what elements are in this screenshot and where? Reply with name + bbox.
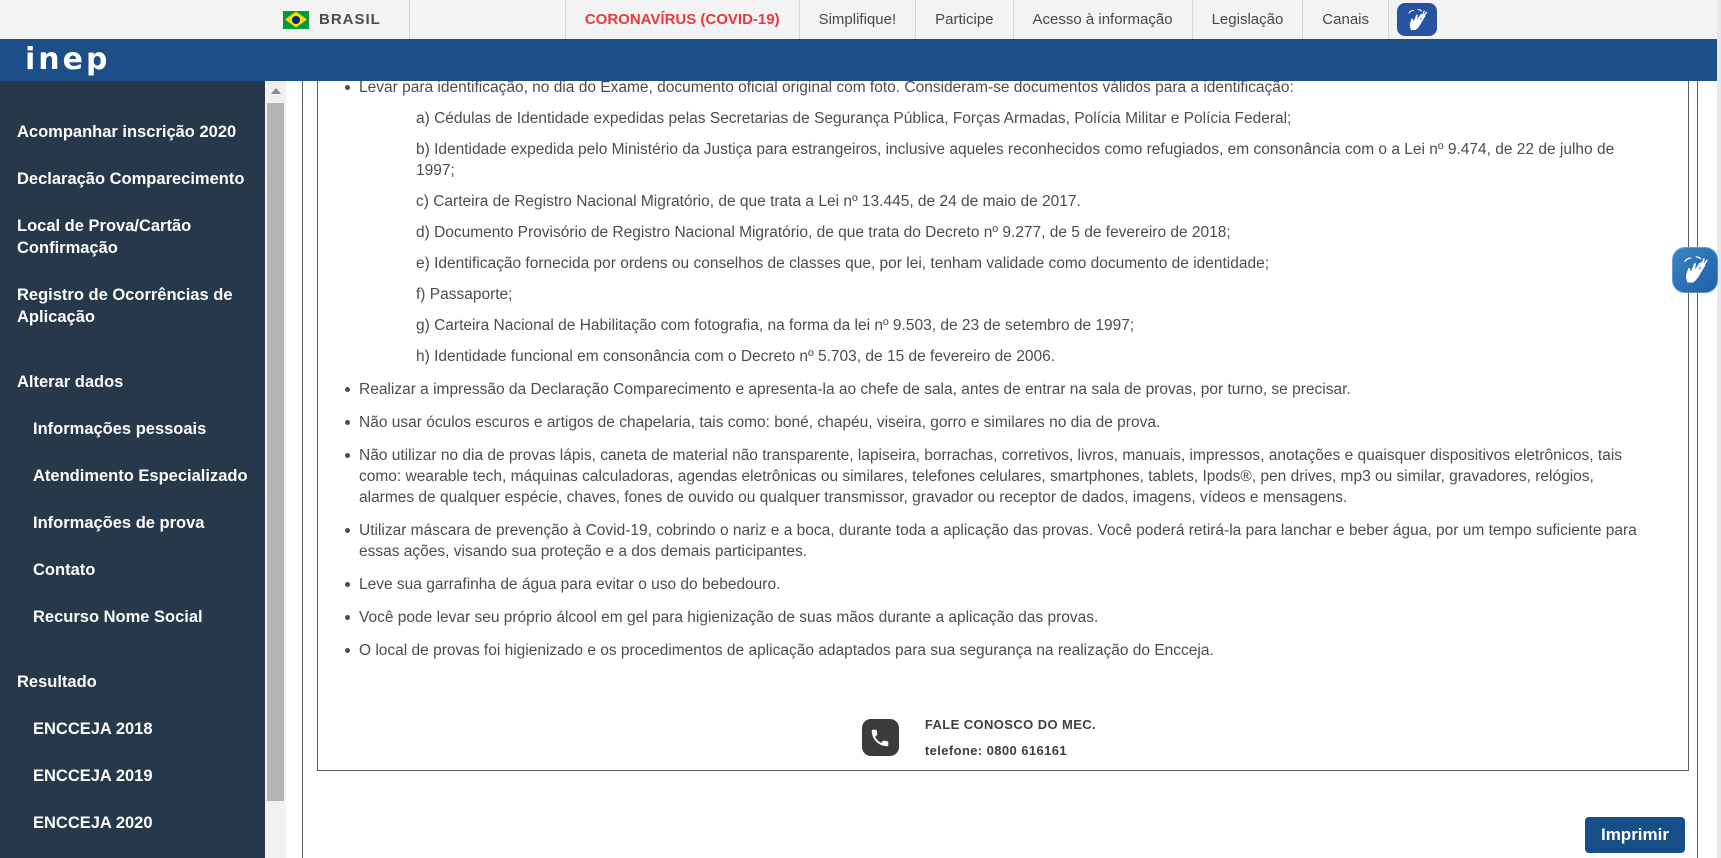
letter-item-d: d) Documento Provisório de Registro Nacional Migratório, de que trata do Decreto nº 9.277, de 5 de fevereiro de 2018;	[416, 224, 1231, 241]
list-item: Realizar a impressão da Declaração Comparecimento e apresenta-la ao chefe de sala, antes de entrar na sala de provas, por turno, se precisar.	[359, 379, 1640, 400]
list-item: Leve sua garrafinha de água para evitar o uso do bebedouro.	[359, 574, 1640, 595]
vlibras-hands-icon	[1680, 255, 1710, 285]
nav-participe[interactable]: Participe	[915, 0, 1012, 39]
sidebar-item-declaracao-comparecimento[interactable]: Declaração Comparecimento	[17, 170, 245, 188]
sidebar-item-encceja-2018[interactable]: ENCCEJA 2018	[33, 720, 153, 738]
sidebar-item-resultado[interactable]: Resultado	[17, 673, 97, 691]
nav-coronavirus[interactable]: CORONAVÍRUS (COVID-19)	[565, 0, 799, 39]
letter-item-e: e) Identificação fornecida por ordens ou conselhos de classes que, por lei, tenham validade como documento de identidade;	[416, 255, 1270, 272]
nav-acesso-informacao[interactable]: Acesso à informação	[1013, 0, 1192, 39]
sidebar-item-atendimento-especializado[interactable]: Atendimento Especializado	[33, 467, 248, 485]
print-button[interactable]: Imprimir	[1585, 817, 1685, 853]
list-item: Utilizar máscara de prevenção à Covid-19, cobrindo o nariz e a boca, durante toda a aplicação das provas. Você poderá retirá-la para lanchar e beber água, por um tempo suficiente para essas ações, visando sua proteção e a dos demais participantes.	[359, 520, 1640, 562]
sidebar-item-contato[interactable]: Contato	[33, 561, 96, 579]
scrollbar-up-arrow-icon	[271, 88, 281, 94]
contact-phone: telefone: 0800 616161	[924, 743, 1067, 758]
phone-icon	[862, 719, 899, 756]
contact-title: FALE CONOSCO DO MEC.	[924, 717, 1097, 732]
inep-logo[interactable]: inep	[25, 42, 111, 77]
vlibras-icon[interactable]	[1397, 3, 1437, 36]
sidebar-scrollbar[interactable]	[265, 81, 286, 858]
nav-simplifique[interactable]: Simplifique!	[799, 0, 916, 39]
list-item: Não usar óculos escuros e artigos de chapelaria, tais como: boné, chapéu, viseira, gorro e similares no dia de prova.	[359, 412, 1640, 433]
list-item: Não utilizar no dia de provas lápis, caneta de material não transparente, lapiseira, borrachas, corretivos, livros, manuais, impressos, anotações e quaisquer dispositivos eletrônicos, tais como: wearable tech, máquinas calculadoras, agendas eletrônicas ou similares, telefones celulares, smartphones, tablets, Ipods®, pen drives, mp3 ou similar, gravadores, relógios, alarmes de qualquer espécie, chaves, fones de ouvido ou qualquer transmissor, gravador ou receptor de dados, imagens, vídeos e mensagens.	[359, 445, 1640, 508]
bullet-intro-text: Levar para identificação, no dia do Exame, documento oficial original com foto. Consideram-se documentos válidos para a identificação:	[359, 81, 1294, 96]
main-content-panel	[302, 81, 1698, 858]
brazil-flag-icon	[283, 11, 309, 29]
sidebar-item-acompanhar-inscricao[interactable]: Acompanhar inscrição 2020	[17, 123, 237, 141]
contact-text	[925, 717, 1096, 758]
instructions-box	[317, 81, 1689, 771]
page-scrollbar-strip[interactable]	[1717, 0, 1721, 858]
letter-item-f: f) Passaporte;	[416, 286, 513, 303]
list-item: O local de provas foi higienizado e os procedimentos de aplicação adaptados para sua segurança na realização do Encceja.	[359, 640, 1640, 661]
letter-item-g: g) Carteira Nacional de Habilitação com fotografia, na forma da lei nº 9.503, de 23 de setembro de 1997;	[416, 317, 1135, 334]
letter-item-a: a) Cédulas de Identidade expedidas pelas Secretarias de Segurança Pública, Forças Armadas, Polícia Militar e Polícia Federal;	[416, 110, 1292, 127]
sidebar-item-local-prova-cartao[interactable]: Local de Prova/Cartão Confirmação	[17, 217, 192, 257]
list-item	[359, 81, 1640, 367]
instructions-list	[318, 81, 1640, 661]
list-item: Você pode levar seu próprio álcool em gel para higienização de suas mãos durante a aplicação das provas.	[359, 607, 1640, 628]
vlibras-topbar-wrapper	[1388, 0, 1445, 39]
letter-item-c: c) Carteira de Registro Nacional Migratório, de que trata a Lei nº 13.445, de 24 de maio de 2017.	[416, 193, 1081, 210]
sidebar-item-registro-ocorrencias[interactable]: Registro de Ocorrências de Aplicação	[17, 286, 233, 326]
scrollbar-up-button[interactable]	[265, 81, 286, 101]
nav-canais[interactable]: Canais	[1302, 0, 1388, 39]
sidebar-item-informacoes-pessoais[interactable]: Informações pessoais	[33, 420, 207, 438]
sidebar-item-recurso-nome-social[interactable]: Recurso Nome Social	[33, 608, 203, 626]
sidebar-item-alterar-dados[interactable]: Alterar dados	[17, 373, 124, 391]
inep-header-bar	[0, 39, 1717, 81]
letter-item-b: b) Identidade expedida pelo Ministério da Justiça para estrangeiros, inclusive aqueles reconhecidos como refugiados, em consonância com o a Lei nº 9.474, de 22 de julho de 1997;	[416, 141, 1615, 179]
contact-block	[318, 717, 1640, 758]
vlibras-floating-button[interactable]	[1672, 247, 1718, 293]
sidebar-nav	[0, 81, 265, 858]
scrollbar-thumb[interactable]	[267, 103, 284, 801]
sidebar-item-encceja-2019[interactable]: ENCCEJA 2019	[33, 767, 153, 785]
nav-legislacao[interactable]: Legislação	[1192, 0, 1303, 39]
gov-topbar	[0, 0, 1717, 39]
gov-nav	[565, 0, 1445, 39]
letter-item-h: h) Identidade funcional em consonância com o Decreto nº 5.703, de 15 de fevereiro de 2006.	[416, 348, 1055, 365]
sidebar-item-informacoes-de-prova[interactable]: Informações de prova	[33, 514, 205, 532]
sidebar-item-encceja-2020[interactable]: ENCCEJA 2020	[33, 814, 153, 832]
brasil-label: BRASIL	[319, 11, 381, 28]
brasil-link[interactable]	[283, 0, 410, 39]
